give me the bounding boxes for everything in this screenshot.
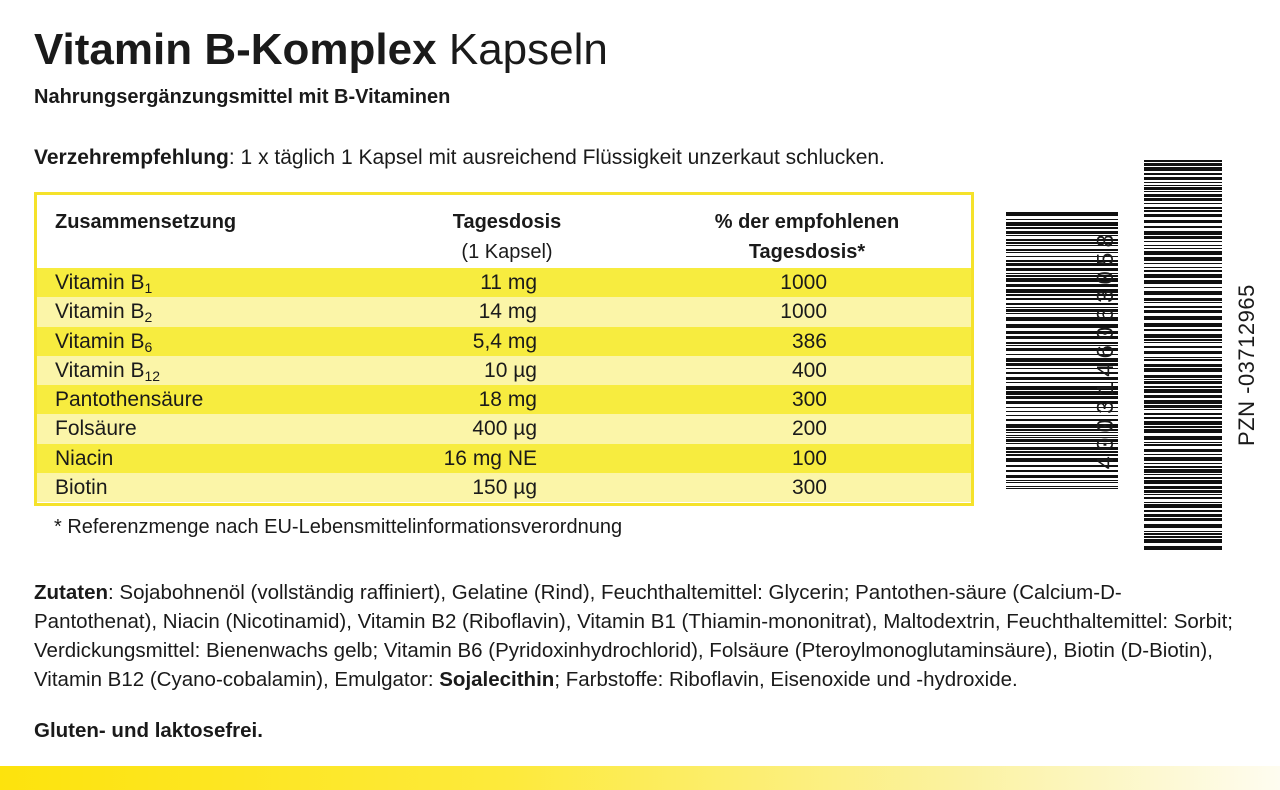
barcode-bar bbox=[1144, 173, 1222, 175]
barcode-bar bbox=[1144, 351, 1222, 354]
percent-rdi: 400 bbox=[791, 358, 827, 382]
barcode-bar bbox=[1144, 187, 1222, 190]
percent-rdi: 300 bbox=[791, 388, 827, 412]
barcode-bar bbox=[1144, 214, 1222, 217]
table-row bbox=[37, 385, 971, 414]
barcode-bar bbox=[1144, 463, 1222, 464]
nutrient-name: Vitamin $B_{12}$ bbox=[55, 358, 161, 384]
barcode-bar bbox=[1144, 167, 1222, 171]
barcode-bar bbox=[1144, 334, 1222, 338]
barcode-bar bbox=[1144, 409, 1222, 410]
barcode-bar bbox=[1144, 474, 1222, 475]
barcode-bar bbox=[1144, 160, 1222, 162]
ingredients-text-end: ; Farbstoffe: Riboflavin, Eisenoxide und -hydroxide. bbox=[554, 668, 1018, 691]
ingredients-text: : Sojabohnenöl (vollständig raffiniert), Gelatine (Rind), Feuchthaltemittel: Glycerin; Pantothen-säure (Calcium-D-Pantothenat), Niacin (Nicotinamid), Vitamin B2 (Riboflavin), Vitamin B1 (Thiamin-mononitrat), Maltodextrin, Feuchthaltemittel: Sorbit; Verdickungsmittel: Bienenwachs gelb; Vitamin B6 (Pyridoxinhydrochlorid), Folsäure (Pteroylmonoglutaminsäure), Biotin (D-Biotin), Vitamin B12 (Cyano-cobalamin), Emulgator: bbox=[34, 581, 1233, 691]
barcode-bar bbox=[1144, 389, 1222, 393]
percent-rdi: 386 bbox=[791, 329, 827, 353]
barcode-bar bbox=[1144, 405, 1222, 408]
daily-dose: 150 µg bbox=[472, 476, 537, 500]
nutrient-name: Folsäure bbox=[55, 417, 137, 441]
barcode-bar bbox=[1144, 210, 1222, 212]
barcode-bar bbox=[1144, 251, 1222, 255]
product-title bbox=[34, 24, 608, 76]
barcode-bar bbox=[1144, 274, 1222, 278]
product-subtitle: Nahrungsergänzungsmittel mit B-Vitaminen bbox=[34, 86, 451, 108]
header-percent-line2: Tagesdosis* bbox=[748, 241, 866, 263]
barcode-bar bbox=[1144, 368, 1222, 372]
barcode-bar bbox=[1144, 207, 1222, 209]
table-row bbox=[37, 297, 971, 326]
barcode-bar bbox=[1144, 323, 1222, 327]
table-row bbox=[37, 473, 971, 502]
table-row bbox=[37, 414, 971, 443]
barcode-bar bbox=[1144, 444, 1222, 446]
barcode-bar bbox=[1144, 291, 1222, 295]
barcode-bar bbox=[1144, 231, 1222, 235]
barcode-bar bbox=[1006, 219, 1118, 220]
nutrient-name: Pantothensäure bbox=[55, 388, 204, 412]
barcode-bar bbox=[1144, 236, 1222, 239]
barcode-bar bbox=[1144, 375, 1222, 378]
barcode-bar bbox=[1144, 191, 1222, 192]
barcode-bar bbox=[1144, 486, 1222, 489]
gluten-free-note: Gluten- und laktosefrei. bbox=[34, 719, 263, 742]
dosage-label: Verzehrempfehlung bbox=[34, 146, 229, 169]
dosage-recommendation bbox=[34, 146, 885, 170]
header-daily-dose-label: Tagesdosis bbox=[452, 211, 562, 233]
barcode-bar bbox=[1144, 267, 1222, 268]
barcode-bar bbox=[1006, 212, 1118, 216]
barcode-bar bbox=[1144, 346, 1222, 348]
barcode-bar bbox=[1144, 429, 1222, 433]
daily-dose: 11 mg bbox=[480, 271, 537, 294]
ingredients-label: Zutaten bbox=[34, 581, 109, 604]
barcode-bar bbox=[1144, 536, 1222, 538]
barcode-bar bbox=[1144, 480, 1222, 484]
barcode-bar bbox=[1144, 182, 1222, 183]
barcode-bar bbox=[1144, 226, 1222, 228]
barcode-bar bbox=[1144, 400, 1222, 404]
barcode-bar bbox=[1144, 306, 1222, 308]
daily-dose: 16 mg NE bbox=[443, 446, 537, 470]
table-row bbox=[37, 356, 971, 385]
barcode-bar bbox=[1144, 413, 1222, 415]
barcode-bar bbox=[1144, 339, 1222, 341]
daily-dose: 5,4 mg bbox=[472, 329, 537, 353]
barcode-bar bbox=[1144, 257, 1222, 261]
ean-digits: 4003146063058 bbox=[1094, 229, 1121, 470]
barcode-bar bbox=[1006, 470, 1118, 472]
barcode-bar bbox=[1006, 480, 1118, 481]
barcode-bar bbox=[1144, 203, 1222, 204]
barcode-bar bbox=[1006, 488, 1118, 489]
barcode-bar bbox=[1144, 359, 1222, 361]
ingredients bbox=[34, 578, 1234, 694]
product-title-light: Kapseln bbox=[448, 25, 608, 74]
table-body bbox=[37, 268, 971, 502]
percent-rdi: 1000 bbox=[780, 300, 827, 324]
barcode-bar bbox=[1144, 220, 1222, 223]
nutrient-name: Vitamin $B_2$ bbox=[55, 300, 153, 326]
percent-rdi: 100 bbox=[791, 446, 827, 470]
daily-dose: 18 mg bbox=[478, 388, 537, 412]
barcode-bar bbox=[1144, 287, 1222, 288]
barcode-bar bbox=[1144, 421, 1222, 425]
barcode-bar bbox=[1144, 329, 1222, 331]
daily-dose: 10 µg bbox=[484, 358, 537, 382]
pzn-barcode bbox=[1144, 160, 1222, 550]
header-percent-rdi bbox=[637, 207, 977, 267]
barcode-bar bbox=[1144, 533, 1222, 535]
header-percent-line1: % der empfohlenen bbox=[714, 211, 900, 233]
dosage-text: : 1 x täglich 1 Kapsel mit ausreichend Flüssigkeit unzerkaut schlucken. bbox=[228, 146, 885, 169]
barcode-bar bbox=[1144, 502, 1222, 503]
barcode-bar bbox=[1144, 510, 1222, 512]
barcode-bar bbox=[1144, 436, 1222, 440]
barcode-bar bbox=[1144, 316, 1222, 320]
barcode-bar bbox=[1144, 364, 1222, 367]
barcode-bar bbox=[1006, 475, 1118, 478]
barcode-bar bbox=[1144, 504, 1222, 508]
barcode-bar bbox=[1144, 248, 1222, 249]
barcode-bar bbox=[1144, 518, 1222, 521]
nutrient-name: Biotin bbox=[55, 476, 108, 500]
barcode-bar bbox=[1144, 381, 1222, 384]
daily-dose: 14 mg bbox=[478, 300, 537, 324]
table-row bbox=[37, 444, 971, 473]
footnote: * Referenzmenge nach EU-Lebensmittelinformationsverordnung bbox=[54, 516, 623, 538]
nutrient-name: Vitamin $B_6$ bbox=[55, 329, 153, 355]
header-daily-dose bbox=[397, 207, 617, 267]
barcode-bar bbox=[1144, 342, 1222, 343]
barcode-bar bbox=[1144, 514, 1222, 517]
barcode-bar bbox=[1144, 357, 1222, 358]
barcode-bar bbox=[1144, 302, 1222, 303]
barcode-bar bbox=[1144, 185, 1222, 186]
barcode-bar bbox=[1144, 494, 1222, 495]
nutrient-name: Vitamin $B_1$ bbox=[55, 271, 153, 296]
barcode-bar bbox=[1144, 477, 1222, 479]
barcode-bar bbox=[1144, 531, 1222, 532]
yellow-bottom-stripe bbox=[0, 766, 1280, 790]
barcode-bar bbox=[1006, 482, 1118, 483]
nutrient-name: Niacin bbox=[55, 446, 114, 470]
barcode-bar bbox=[1144, 263, 1222, 264]
table-row bbox=[37, 327, 971, 356]
barcode-bar bbox=[1144, 177, 1222, 180]
barcode-bar bbox=[1144, 454, 1222, 455]
barcode-bar bbox=[1144, 194, 1222, 197]
barcode-bar bbox=[1144, 524, 1222, 528]
barcode-bar bbox=[1144, 469, 1222, 473]
barcode-bar bbox=[1144, 310, 1222, 313]
product-title-bold: Vitamin B-Komplex bbox=[34, 25, 437, 74]
percent-rdi: 1000 bbox=[780, 271, 827, 294]
barcode-bar bbox=[1144, 241, 1222, 242]
barcode-bar bbox=[1144, 379, 1222, 380]
percent-rdi: 300 bbox=[791, 476, 827, 500]
barcode-bar bbox=[1144, 539, 1222, 543]
barcode-bar bbox=[1144, 163, 1222, 166]
barcode-bar bbox=[1006, 222, 1118, 226]
header-daily-dose-sub: (1 Kapsel) bbox=[461, 241, 553, 263]
barcode-bar bbox=[1144, 245, 1222, 246]
barcode-bar bbox=[1144, 270, 1222, 272]
barcode-bar bbox=[1144, 280, 1222, 284]
barcode-bar bbox=[1144, 449, 1222, 452]
allergen-soy: Sojalecithin bbox=[439, 668, 555, 691]
header-composition-label: Zusammensetzung bbox=[55, 211, 237, 233]
barcode-bar bbox=[1006, 486, 1118, 487]
barcode-bar bbox=[1144, 546, 1222, 550]
table-row bbox=[37, 268, 971, 297]
barcode-bar bbox=[1144, 442, 1222, 443]
barcode-bar bbox=[1144, 198, 1222, 201]
barcode-bar bbox=[1144, 490, 1222, 493]
nutrition-table bbox=[34, 192, 974, 506]
daily-dose: 400 µg bbox=[472, 417, 537, 441]
barcode-bar bbox=[1144, 426, 1222, 428]
pzn-number: PZN -03712965 bbox=[1234, 284, 1259, 446]
percent-rdi: 200 bbox=[791, 417, 827, 441]
barcode-bar bbox=[1144, 298, 1222, 301]
barcode-bar bbox=[1144, 457, 1222, 461]
barcode-bar bbox=[1144, 395, 1222, 398]
barcode-bar bbox=[1144, 386, 1222, 388]
barcode-bar bbox=[1144, 497, 1222, 499]
barcode-bar bbox=[1144, 417, 1222, 419]
barcode-bar bbox=[1144, 466, 1222, 468]
header-composition bbox=[55, 207, 236, 237]
